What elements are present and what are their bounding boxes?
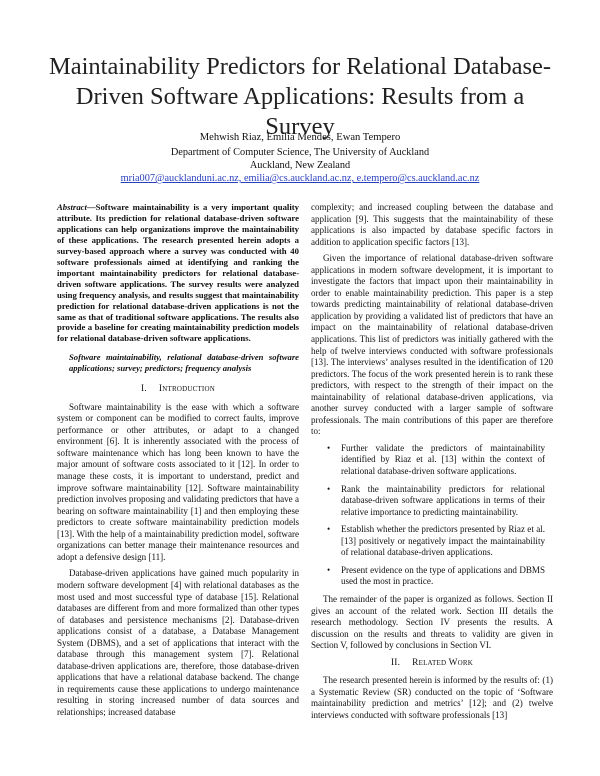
list-item [311, 524, 553, 559]
section-heading-introduction [57, 384, 299, 396]
title-line-2: Driven Software Applications: Results from a Survey [75, 83, 525, 140]
abstract [57, 202, 299, 344]
keywords: Software maintainability, relational database-driven software applications; survey; predictors; frequency analysis [69, 352, 299, 374]
bullet-icon: • [327, 564, 331, 575]
bullet-icon: • [327, 442, 331, 453]
intro-paragraph-5: The remainder of the paper is organized as follows. Section II gives an account of the related work. Section III details the research methodology. Section IV presents the results. A discussion on the results and threats to validity are given in Section V, followed by conclusions in Section VI. [311, 593, 553, 651]
bullet-icon: • [327, 483, 331, 494]
intro-paragraph-2: Database-driven applications have gained much popularity in modern software development [4] with relational databases as the most used and most successful type of database [15]. Relational databases are different from and more formalized than other types of databases and persistence mechanisms [2]. Database-driven applications consist of a database, a Database Management System (DBMS), and a set of applications that interact with the database through this management system [7]. Relational database-driven applications are, therefore, those database-driven applications that have a relational database backend. The change in requirements cause these applications to undergo maintenance resulting in storing increased number of data sources and relationships; increased database [57, 568, 299, 717]
affiliation: Department of Computer Science, The University of Auckland [170, 147, 430, 158]
list-item-text: Establish whether the predictors presented by Riaz et al. [13] positively or negatively impact the maintainability of relational database-driven applications. [341, 524, 545, 558]
intro-paragraph-1: Software maintainability is the ease with which a software system or component can be modified to correct faults, improve performance or other attributes, or adapt to a changed environment [6]. It is inherently associated with the process of software maintenance which has long been known to have the major amount of software costs associated to it [12]. In order to manage these costs, it is important to understand, predict and improve software maintainability [12]. Software maintainability prediction involves proposing and validating predictors that have a bearing on software maintainability [1] and then employing these predictors to create software maintainability prediction models [13]. With the help of a maintainability prediction model, software organizations can better manage their maintenance resources and adopt a defensive design [11]. [57, 401, 299, 562]
list-item-text: Further validate the predictors of maintainability identified by Riaz et al. [13] within the context of relational database-driven software applications. [341, 442, 545, 477]
list-item-text: Rank the maintainability predictors for relational database-driven software applications in terms of their relative importance to predicting maintainability. [341, 483, 545, 517]
right-column [311, 202, 553, 726]
bullet-icon: • [327, 524, 331, 535]
related-work-paragraph-1: The research presented herein is informed by the results of: (1) a Systematic Review (SR) conducted on the topic of ‘Software maintainability prediction and metrics’ [12]; and (2) twelve interviews conducted with software professionals [13] [311, 675, 553, 720]
section-title: Introduction [158, 384, 215, 395]
location: Auckland, New Zealand [249, 160, 351, 171]
abstract-dash: — [86, 202, 96, 212]
section-number: I. [141, 384, 147, 395]
author-block [60, 131, 540, 185]
author-emails[interactable]: mria007@aucklanduni.ac.nz, emilia@cs.auckland.ac.nz, e.tempero@cs.auckland.ac.nz [120, 173, 480, 184]
abstract-lead: Abstract [57, 202, 87, 212]
title-line-1: Maintainability Predictors for Relational Database- [48, 53, 552, 80]
left-column [57, 202, 299, 724]
list-item [311, 565, 553, 588]
list-item [311, 443, 553, 478]
paper-title [40, 52, 560, 142]
section-heading-related-work [311, 658, 553, 670]
intro-paragraph-3: complexity; and increased coupling between the database and application [9]. This suggests that the maintainability of these applications is also impacted by database specific factors in addition to application specific factors [13]. [311, 202, 553, 247]
author-names: Mehwish Riaz, Emilia Mendes, Ewan Tempero [199, 132, 401, 143]
list-item-text: Present evidence on the type of applications and DBMS used the most in practice. [341, 564, 545, 587]
list-item [311, 484, 553, 519]
abstract-text: Software maintainability is a very important quality attribute. Its prediction for relational database-driven software applications can help organizations improve the maintainability of these applications. The research presented herein adopts a survey-based approach where a survey was conducted with 40 software professionals aimed at identifying and ranking the important maintainability predictors for relational database-driven software applications. The survey results were analyzed using frequency analysis, and results suggest that maintainability prediction for relational database-driven applications is not the same as that of traditional software applications. The results also provide a baseline for creating maintainability prediction models for relational database-driven software applications. [57, 202, 299, 344]
intro-paragraph-4: Given the importance of relational database-driven software applications in modern software development, it is important to investigate the factors that impact upon their maintainability in order to enable maintainability prediction. This paper is a step towards predicting maintainability of relational database-driven application by providing a validated list of predictors that have an impact on the maintainability of relational database-driven applications. This list of predictors was initially gathered with the help of twelve interviews conducted with software professionals [13]. The interviews’ analyses resulted in the identification of 120 predictors. The focus of the work presented herein is to rank these predictors, with respect to the strength of their impact on the maintainability of relational database-driven applications, via another survey conducted with a larger sample of software professionals. The main contributions of this paper are therefore to: [311, 253, 553, 437]
section-title: Related Work [412, 657, 474, 668]
contributions-list [311, 443, 553, 588]
section-number: II. [390, 657, 401, 668]
